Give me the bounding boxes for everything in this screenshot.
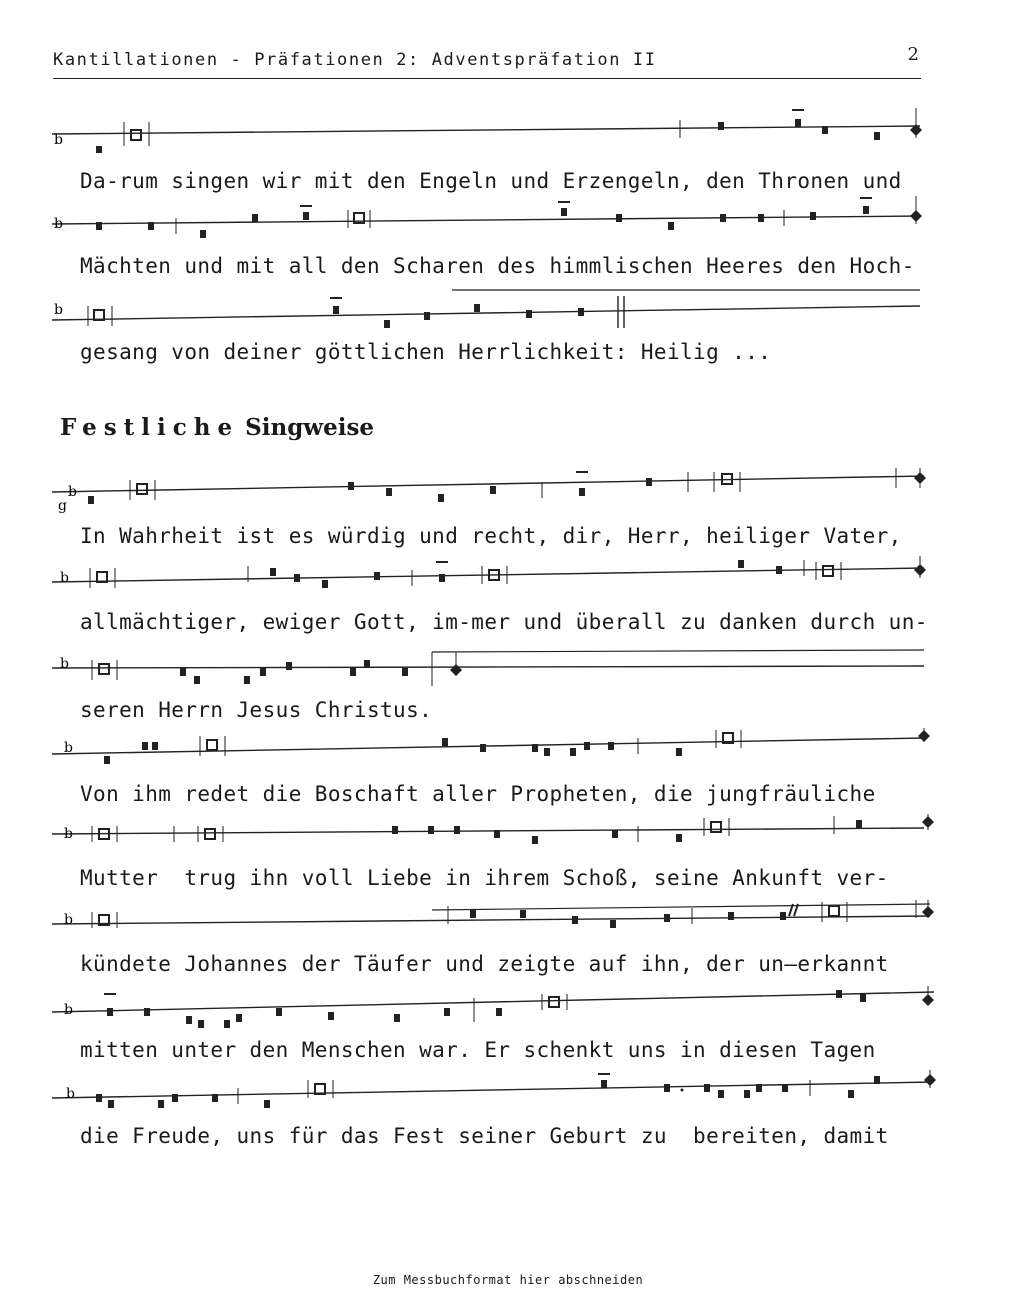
staff-5-notation bbox=[52, 556, 932, 596]
lyric-line-7: Von ihm redet die Boschaft aller Propheten, die jungfräuliche bbox=[80, 782, 876, 806]
flat-clef: b bbox=[60, 656, 69, 672]
staff-1-notation bbox=[52, 108, 932, 148]
g-clef-marker: g bbox=[58, 498, 67, 514]
staff-2-notation bbox=[52, 196, 932, 236]
staff-10-notation bbox=[52, 986, 932, 1026]
chant-staff-5 bbox=[52, 556, 932, 596]
chant-staff-8 bbox=[52, 814, 932, 854]
chant-staff-11 bbox=[52, 1070, 932, 1110]
lyric-line-11: die Freude, uns für das Fest seiner Geburt zu bereiten, damit bbox=[80, 1124, 889, 1148]
flat-clef: b bbox=[54, 302, 63, 318]
flat-clef: b bbox=[64, 826, 73, 842]
section-heading bbox=[60, 414, 374, 441]
flat-clef: b bbox=[66, 1086, 75, 1102]
lyric-line-4: In Wahrheit ist es würdig und recht, dir, Herr, heiliger Vater, bbox=[80, 524, 902, 548]
lyric-line-8: Mutter trug ihn voll Liebe in ihrem Schoß, seine Ankunft ver- bbox=[80, 866, 889, 890]
flat-clef: b bbox=[64, 740, 73, 756]
staff-6-notation bbox=[52, 646, 932, 686]
staff-8-notation bbox=[52, 814, 932, 854]
page-number: 2 bbox=[907, 44, 919, 65]
flat-clef: b bbox=[54, 132, 63, 148]
lyric-line-1: Da-rum singen wir mit den Engeln und Erzengeln, den Thronen und bbox=[80, 169, 902, 193]
lyric-line-6: seren Herrn Jesus Christus. bbox=[80, 698, 433, 722]
lyric-line-3: gesang von deiner göttlichen Herrlichkeit: Heilig ... bbox=[80, 340, 772, 364]
lyric-line-10: mitten unter den Menschen war. Er schenkt uns in diesen Tagen bbox=[80, 1038, 876, 1062]
flat-clef: b bbox=[54, 216, 63, 232]
lyric-line-2: Mächten und mit all den Scharen des himmlischen Heeres den Hoch- bbox=[80, 254, 915, 278]
chant-staff-4 bbox=[52, 468, 932, 514]
lyric-line-9: kündete Johannes der Täufer und zeigte auf ihn, der un—erkannt bbox=[80, 952, 889, 976]
chant-staff-3 bbox=[52, 288, 932, 328]
chant-staff-9 bbox=[52, 900, 932, 940]
lyric-line-5: allmächtiger, ewiger Gott, im-mer und überall zu danken durch un- bbox=[80, 610, 928, 634]
header-title: Kantillationen - Präfationen 2: Adventspräfation II bbox=[53, 50, 657, 70]
chant-staff-7 bbox=[52, 728, 932, 768]
chant-staff-1 bbox=[52, 108, 932, 148]
staff-3-notation bbox=[52, 288, 932, 328]
chant-staff-2 bbox=[52, 196, 932, 236]
staff-11-notation bbox=[52, 1070, 932, 1110]
staff-9-notation bbox=[52, 900, 932, 940]
staff-7-notation bbox=[52, 728, 932, 768]
flat-clef: b bbox=[68, 484, 77, 500]
chant-staff-6 bbox=[52, 646, 932, 686]
page-header bbox=[53, 44, 921, 79]
section-heading-rest: Singweise bbox=[245, 414, 375, 441]
flat-clef: b bbox=[64, 1002, 73, 1018]
footer-note: Zum Messbuchformat hier abschneiden bbox=[372, 1273, 644, 1287]
staff-4-notation bbox=[52, 468, 932, 512]
section-heading-spaced: Festliche bbox=[60, 414, 240, 441]
flat-clef: b bbox=[64, 912, 73, 928]
chant-staff-10 bbox=[52, 986, 932, 1026]
flat-clef: b bbox=[60, 570, 69, 586]
